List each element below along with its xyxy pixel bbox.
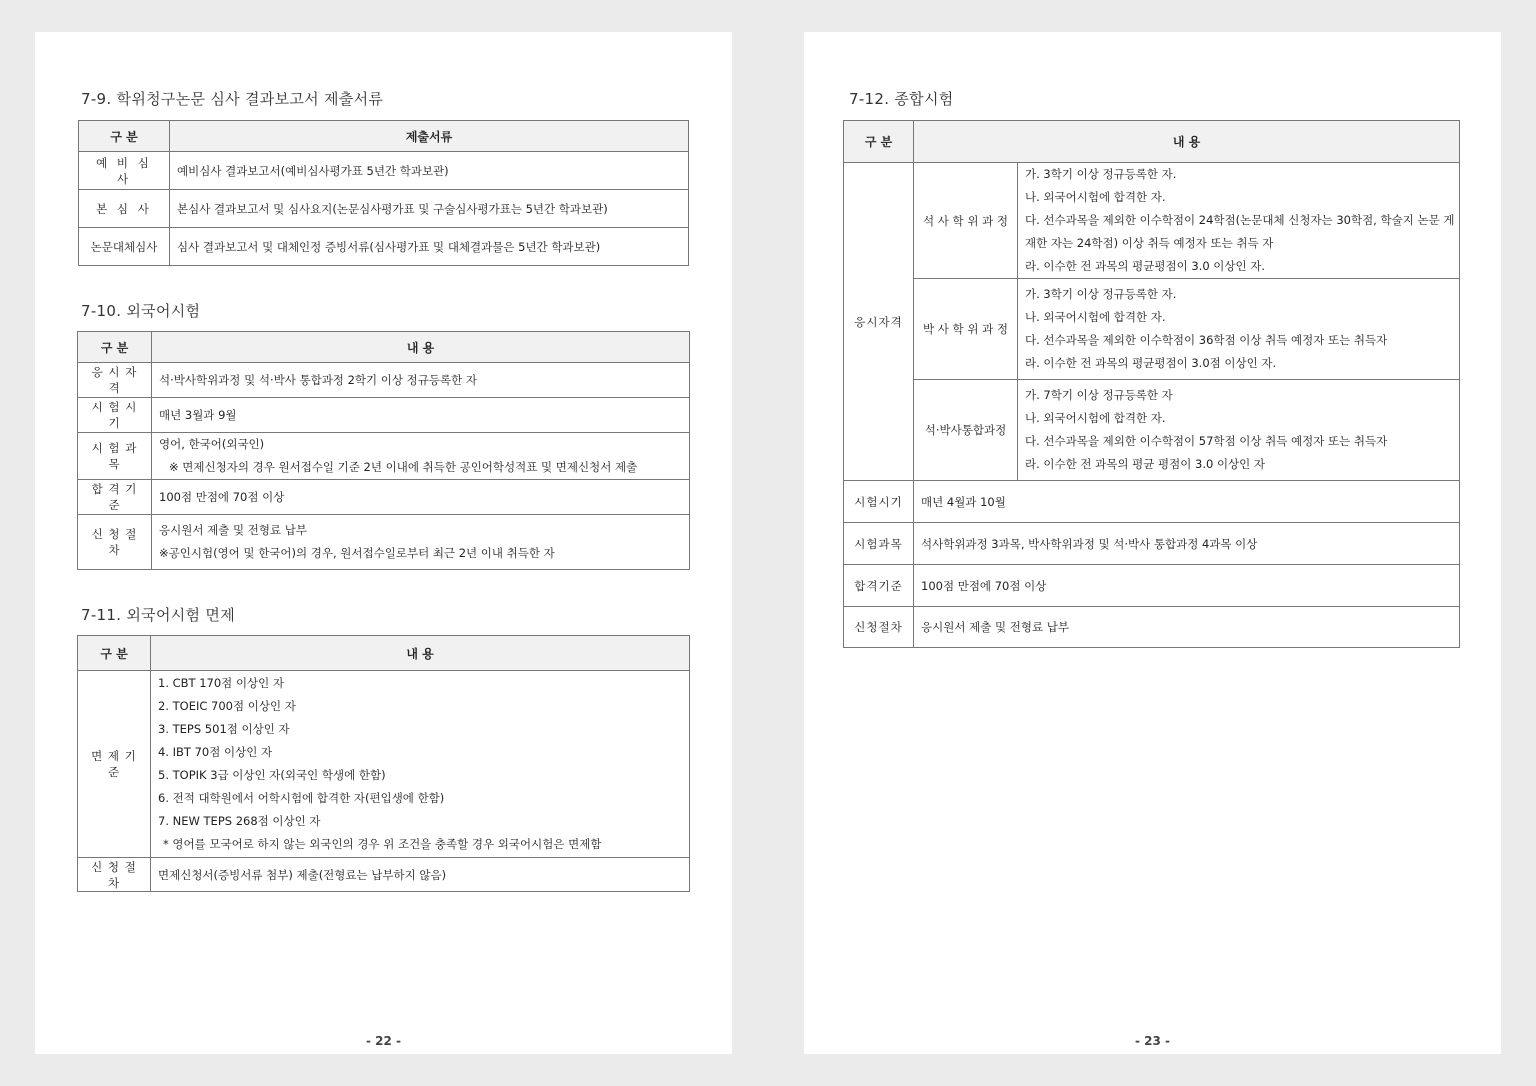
table-row: [79, 152, 689, 190]
table-row: [79, 228, 689, 266]
table-row: [78, 671, 690, 858]
row-label: 시험시기: [844, 481, 914, 523]
list-item: 다. 선수과목을 제외한 이수학점이 36학점 이상 취득 예정자 또는 취득자: [1025, 333, 1388, 347]
header-category: 구 분: [844, 121, 914, 163]
row-label: 시 험 과 목: [78, 433, 152, 480]
program-label: 박 사 학 위 과 정: [914, 279, 1018, 380]
right-page: [804, 32, 1501, 1054]
left-page: [35, 32, 732, 1054]
table-row: [844, 565, 1460, 607]
list-item: 6. 전적 대학원에서 어학시험에 합격한 자(편입생에 한함): [158, 791, 445, 805]
row-line: 영어, 한국어(외국인): [159, 437, 265, 451]
row-note: ※공인시험(영어 및 한국어)의 경우, 원서접수일로부터 최근 2년 이내 취득한 자: [159, 546, 555, 560]
list-item: 가. 3학기 이상 정규등록한 자.: [1025, 167, 1177, 181]
section-7-9-title: 7-9. 학위청구논문 심사 결과보고서 제출서류: [81, 90, 384, 108]
row-label: 본 심 사: [79, 190, 170, 228]
table-7-11: [77, 635, 690, 892]
table-7-9: [78, 120, 689, 266]
row-text: 매년 3월과 9월: [152, 398, 690, 433]
row-label: 응시자격: [844, 163, 914, 481]
row-label: 예 비 심 사: [79, 152, 170, 190]
list-item: 라. 이수한 전 과목의 평균평점이 3.0 이상인 자.: [1025, 259, 1266, 273]
row-label: 면 제 기 준: [78, 671, 151, 858]
list-item: 7. NEW TEPS 268점 이상인 자: [158, 814, 321, 828]
list-item: 라. 이수한 전 과목의 평균평점이 3.0점 이상인 자.: [1025, 356, 1277, 370]
row-text: 본심사 결과보고서 및 심사요지(논문심사평가표 및 구술심사평가표는 5년간 학과보관): [170, 190, 689, 228]
row-note: ※ 면제신청자의 경우 원서접수일 기준 2년 이내에 취득한 공인어학성적표 및 면제신청서 제출: [169, 460, 638, 474]
header-category: 구 분: [78, 332, 152, 363]
list-item: 나. 외국어시험에 합격한 자.: [1025, 310, 1166, 324]
table-row: [78, 363, 690, 398]
list-item: 나. 외국어시험에 합격한 자.: [1025, 190, 1166, 204]
table-row: [78, 480, 690, 515]
header-category: 구 분: [78, 636, 151, 671]
list-item: 4. IBT 70점 이상인 자: [158, 745, 273, 759]
header-content: 내 용: [152, 332, 690, 363]
row-label: 합격기준: [844, 565, 914, 607]
table-row: [79, 190, 689, 228]
table-row: [78, 515, 690, 570]
header-content: 내 용: [151, 636, 690, 671]
row-label: 논문대체심사: [79, 228, 170, 266]
page-number: - 22 -: [365, 1034, 401, 1048]
page-number: - 23 -: [1134, 1034, 1170, 1048]
row-text: 100점 만점에 70점 이상: [152, 480, 690, 515]
list-item: 가. 7학기 이상 정규등록한 자: [1025, 388, 1173, 402]
header-category: 구 분: [79, 121, 170, 152]
program-label: 석·박사통합과정: [914, 380, 1018, 481]
row-text: 심사 결과보고서 및 대체인정 증빙서류(심사평가표 및 대체결과물은 5년간 학과보관): [170, 228, 689, 266]
row-text: 석사학위과정 3과목, 박사학위과정 및 석·박사 통합과정 4과목 이상: [914, 523, 1460, 565]
table-row: [78, 433, 690, 480]
section-7-11-title: 7-11. 외국어시험 면제: [81, 606, 235, 624]
table-row: [844, 523, 1460, 565]
row-text: 석·박사학위과정 및 석·박사 통합과정 2학기 이상 정규등록한 자: [152, 363, 690, 398]
table-row: [844, 279, 1460, 380]
row-label: 시 험 시 기: [78, 398, 152, 433]
list-item: 라. 이수한 전 과목의 평균 평점이 3.0 이상인 자: [1025, 457, 1266, 471]
list-item: 다. 선수과목을 제외한 이수학점이 24학점(논문대체 신청자는 30학점, 학술지 논문 게: [1025, 213, 1455, 227]
row-label: 신 청 절 차: [78, 515, 152, 570]
list-item: 5. TOPIK 3급 이상인 자(외국인 학생에 한함): [158, 768, 386, 782]
list-item: 재한 자는 24학점) 이상 취득 예정자 또는 취득 자: [1025, 236, 1274, 250]
row-text: 100점 만점에 70점 이상: [914, 565, 1460, 607]
row-text: 예비심사 결과보고서(예비심사평가표 5년간 학과보관): [170, 152, 689, 190]
header-content: 제출서류: [170, 121, 689, 152]
table-row: [844, 481, 1460, 523]
list-item: 다. 선수과목을 제외한 이수학점이 57학점 이상 취득 예정자 또는 취득자: [1025, 434, 1388, 448]
row-line: 응시원서 제출 및 전형료 납부: [159, 523, 307, 537]
row-text: 면제신청서(증빙서류 첨부) 제출(전형료는 납부하지 않음): [151, 858, 690, 892]
row-text: 매년 4월과 10월: [914, 481, 1460, 523]
table-row: [844, 163, 1460, 279]
row-label: 신 청 절 차: [78, 858, 151, 892]
program-label: 석 사 학 위 과 정: [914, 163, 1018, 279]
row-label: 신청절차: [844, 607, 914, 648]
list-item: 나. 외국어시험에 합격한 자.: [1025, 411, 1166, 425]
row-label: 시험과목: [844, 523, 914, 565]
list-item: 1. CBT 170점 이상인 자: [158, 676, 285, 690]
row-text: 응시원서 제출 및 전형료 납부: [914, 607, 1460, 648]
header-content: 내 용: [914, 121, 1460, 163]
list-item: 3. TEPS 501점 이상인 자: [158, 722, 290, 736]
list-item: 2. TOEIC 700점 이상인 자: [158, 699, 296, 713]
list-item: 가. 3학기 이상 정규등록한 자.: [1025, 287, 1177, 301]
row-label: 합 격 기 준: [78, 480, 152, 515]
section-7-12-title: 7-12. 종합시험: [849, 90, 954, 108]
table-row: [78, 858, 690, 892]
table-7-12: [843, 120, 1460, 648]
row-note: * 영어를 모국어로 하지 않는 외국인의 경우 위 조건을 충족할 경우 외국어시험은 면제함: [163, 837, 602, 851]
table-row: [844, 380, 1460, 481]
section-7-10-title: 7-10. 외국어시험: [81, 302, 201, 320]
table-7-10: [77, 331, 690, 570]
row-label: 응 시 자 격: [78, 363, 152, 398]
table-row: [844, 607, 1460, 648]
table-row: [78, 398, 690, 433]
